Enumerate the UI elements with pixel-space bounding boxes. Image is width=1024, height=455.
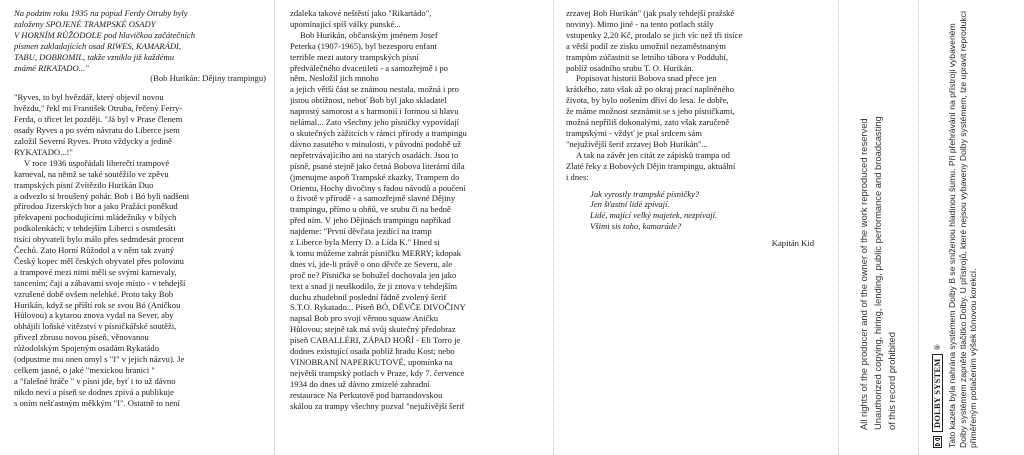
text-line: osady Ryves a po svém návratu do Liberce jsem (14, 125, 180, 136)
text-line: Bob Hurikán, občanským jménem Josef (300, 29, 438, 40)
text-line: text a snad ji neuškodilo, že ji znova v tehdejším (290, 280, 458, 291)
text-line: vstupenky 2,20 Kč, prodalo se jich víc než tři tisíce (566, 29, 743, 40)
text-line: napsal Bob pro svoji věrnou squaw Aničku (290, 313, 438, 324)
text-line: nepřetrvávajícího ani na starých osadách. Jsou to (290, 149, 459, 160)
column-2 (290, 0, 542, 455)
text-line: najdeme: "První děvčata jezdící na tramp (290, 226, 432, 237)
dolby-panel (919, 0, 1024, 455)
text-line: trampských písní Zvítězilo Hurikán Duo (14, 179, 154, 190)
poem-line: Všimi sis toho, kamaráde? (590, 221, 682, 232)
text-line: Čechů. Zato Horní Růžodol a v něm tak zvaný (14, 245, 175, 256)
text-line: a trampové mezi nimi měli se svými karnevaly, (14, 266, 177, 277)
text-line: noviny). Mimo jiné - na tento potlach stály (566, 18, 714, 29)
rights-line: of this record prohibited (886, 332, 897, 430)
text-line: překvapeni pochodujícími mládežníky v bílých (14, 212, 177, 223)
text-line: S.T.O. Rykatado... Píseň BÓ, DĚVČE DIVOČINY (290, 302, 466, 313)
text-line: přivezl zbrusu novou píseň, věnovanou (14, 332, 149, 343)
text-line: z Liberce byla Merry D. a Lída K." Hned si (290, 237, 440, 248)
intro-line: písmen zakladajících osad RIWES, KAMARÁDI, (14, 40, 182, 51)
text-line: skálou za trampy všechny pozval "nejužívější šerif (290, 400, 465, 411)
text-line: obhájili loňské vítězství v písničkářské soutěži, (14, 321, 177, 332)
text-line: A tak na závěr jen citát ze zápisků trampa od (576, 149, 730, 160)
text-line: vzrušené době ovšem nelehké. Proto taky Bob (14, 288, 174, 299)
text-line: duchu zhudebnil poslední řádně zvolený šerif (290, 291, 447, 302)
rights-panel (839, 0, 915, 455)
rights-line: Unauthorized copying, hiring, lending, public performance and broadcasting (872, 116, 883, 430)
signature: Kapitán Kid (771, 238, 814, 249)
column-1 (14, 0, 266, 455)
text-line: dávno zasutého v minulosti, v původní podobě už (290, 138, 461, 149)
text-line: zdaleka takové neštěstí jako "Rikartádo", (290, 8, 432, 18)
dolby-note: Tato kazeta byla nahrána systémem Dolby B se sníženou hladinou šumu. Při přehrávání na přístroji vybaveném Dolby systémem zapněte tlačítko Dolby. U přístrojů, které nejsou vybaveny Dolby systémem, lze upravit reprodukci přiměřeným potlačením výšek tónovou korekcí. (947, 11, 979, 448)
text-line: růžodolským Spojeným osadám Rykatádo (14, 343, 160, 354)
text-line: a větší podíl ze zisku umožnil nezaměstnaným (566, 40, 726, 51)
text-line: restaurace Na Perkutově pod barrandovskou (290, 389, 443, 400)
text-line: založil Severní Ryves. Proto vždycky a jedině (14, 135, 172, 146)
text-line: V roce 1936 uspořádali liberečtí trampové (24, 157, 170, 168)
text-line: krátkého, zato však až po okraj prací naplněného (566, 84, 734, 95)
text-line: Český kopec měl českých obyvatel přes polovinu (14, 255, 184, 266)
text-line: a jejich větší část se známou nestala, možná i pro (290, 84, 459, 95)
intro-quote (14, 8, 266, 73)
text-line: přírodou Jizerských hor a jako Pražáci poněkud (14, 201, 178, 212)
fold-line (553, 0, 554, 455)
column-3 (566, 0, 820, 455)
text-line: písně, psané stejně jako četná Bobova literární díla (290, 160, 465, 171)
text-line: poblíž osadního srubu T. O. Hurikán. (566, 62, 694, 73)
intro-line: V HORNÍM RŮŽODOLE pod hlavičkou začátečních (14, 29, 195, 40)
body-text (566, 8, 820, 183)
registered-mark: ® (933, 344, 942, 351)
text-line: před ním. V jeho Dějinách trampingu napříkad (290, 215, 451, 226)
intro-line: Na podzim roku 1935 na popud Ferdy Otruby byly (14, 8, 188, 18)
text-line: Popisovat historii Bobova snad přece jen (576, 73, 717, 84)
fold-line (274, 0, 275, 455)
dolby-double-d-icon (933, 436, 942, 448)
text-line: hvězdu," řekl mi František Otruba, řečený Ferry- (14, 103, 183, 114)
text-line: Orientu, Hochy divočiny s řadou návodů a poučení (290, 182, 466, 193)
text-line: terrible mezi autory trampských písní (290, 51, 419, 62)
text-line: zrzavej Bob Hurikán" (jak psaly tehdejší pražské (566, 8, 735, 18)
text-line: (jmenujme aspoň Trampské zkazky, Trampem do (290, 171, 460, 182)
body-text (14, 92, 266, 408)
rights-text (857, 116, 899, 430)
text-line: trampingu, přímo u ohňů, ve srubu či na bedně (290, 204, 451, 215)
text-line: "Ryves, to byl hvězdář, který objevil novou (14, 92, 164, 103)
text-line: předválečného dvacetiletí - a samozřejmě i po (290, 62, 448, 73)
text-line: nelámal... Zato všechny jeho písničky vypovídají (290, 117, 459, 128)
body-text (290, 8, 542, 412)
text-line: života, by bylo nošením dříví do lesa. Je dobře, (566, 95, 729, 106)
text-line: (odpustme mu onen omyl s "I" v jejich názvu). Je (14, 354, 185, 365)
text-line: největší trampský potlach v Praze, kdy 7. července (290, 367, 465, 378)
text-line: jistou obtížnost, neboť Bob byl jako skladatel (290, 95, 447, 106)
text-line: o životě v přírodě - a samozřejmě slavné Dějiny (290, 193, 456, 204)
poem-line: Jak vyrostly trampské písničky? (590, 188, 700, 199)
text-line: naprostý samorost a s harmonií i formou si hlavu (290, 106, 459, 117)
poem (590, 189, 820, 233)
rights-line: All rights of the producer and of the owner of the work reproduced reserved (858, 118, 869, 430)
text-line: a odvezlo si broušený pohár. Bob i Bó byli nadšeni (14, 190, 190, 201)
poem-line: Lidé, mající velký majetek, nezpívají. (590, 210, 718, 221)
text-line: trampům zúčastnit se letního tábora v Poddubí, (566, 51, 729, 62)
text-line: dodnes existující osada poblíž hradu Kost; nebo (290, 346, 455, 357)
text-line: píseň CABALLÉRI, ZÁPAD HOŘÍ - Eli Torro je (290, 335, 461, 346)
text-line: tancením; čaji a zábavami svoje místo - v tehdejší (14, 277, 186, 288)
text-line: upomínající spíš války punské... (290, 18, 401, 29)
text-line: Zlaté řeky z Bobových Dějin trampingu, aktuální (566, 160, 736, 171)
text-line: možná nepříliš dokonalými, zato však zaručeně (566, 117, 730, 128)
text-line: k tomu můžeme zahrát písničku MERRY; kdopak (290, 247, 462, 258)
intro-line: známé RIKATADO..." (14, 62, 89, 73)
dolby-logo (932, 344, 943, 448)
text-line: proč ne? Písnička se bohužel dochovala jen jako (290, 269, 457, 280)
dolby-block (929, 8, 979, 448)
text-line: Hůlovou) a kytarou znova vydal na Sever, aby (14, 310, 174, 321)
text-line: RYKATADO...!" (14, 146, 73, 157)
text-line: podkolenkách; v tehdejším Liberci s osmdesáti (14, 223, 176, 234)
text-line: že máme možnost seznámit se s jeho písničkami, (566, 106, 735, 117)
intro-attribution: (Bob Hurikán: Dějiny trampingu) (150, 73, 266, 84)
text-line: Hurikán, když se příští rok se svou Bó (Aničkou (14, 299, 181, 310)
text-line: celkem jasné, o jaké "mexickou hranici " (14, 365, 155, 375)
dolby-logo-text: DOLBY SYSTEM (932, 354, 943, 432)
text-line: nikdo neví a píseň se dodnes zpívá a publikuje (14, 386, 174, 397)
text-line: a "falešné hráče " v písni jde, byť i to už dávno (14, 375, 176, 386)
text-line: VINOBRANÍ NAPERKUTOVÉ, upomínka na (290, 357, 453, 367)
intro-line: TABU, DOBROMIL, takže vzniklo již každému (14, 51, 174, 62)
text-line: Peterka (1907-1965), byl bezesporu enfant (290, 40, 437, 51)
text-line: Hůlovou; stejně tak má svůj skutečný předobraz (290, 324, 456, 335)
text-line: "nejuživější šerif zrzavej Bob Hurikán"... (566, 138, 708, 149)
text-line: dnes ví, jde-li právě o ono děvče ze Severu, ale (290, 258, 453, 269)
poem-line: Jen šťastní lidé zpívají. (590, 199, 670, 210)
text-line: trampskými - vždyť je psal srdcem sám (566, 127, 702, 138)
text-line: Ferda, o třicet let později. "Já byl v Prase členem (14, 114, 183, 125)
text-line: něm. Nesložil jich mnoho (290, 73, 379, 84)
text-line: tisíci obyvateli bylo málo přes sedmdesát procent (14, 234, 184, 245)
text-line: i dnes: (566, 171, 589, 182)
text-line: o skutečných zážitcích v rámci přírody a trampingu (290, 127, 467, 138)
text-line: 1934 do dnes už dávno zmizelé zahradní (290, 378, 430, 389)
text-line: karneval, na němž se také soutěžilo ve zpěvu (14, 168, 169, 179)
intro-line: založeny SPOJENÉ TRAMPSKÉ OSADY (14, 18, 156, 29)
text-line: s oním nešťastným měkkým "I". Ostatně to není (14, 397, 180, 408)
